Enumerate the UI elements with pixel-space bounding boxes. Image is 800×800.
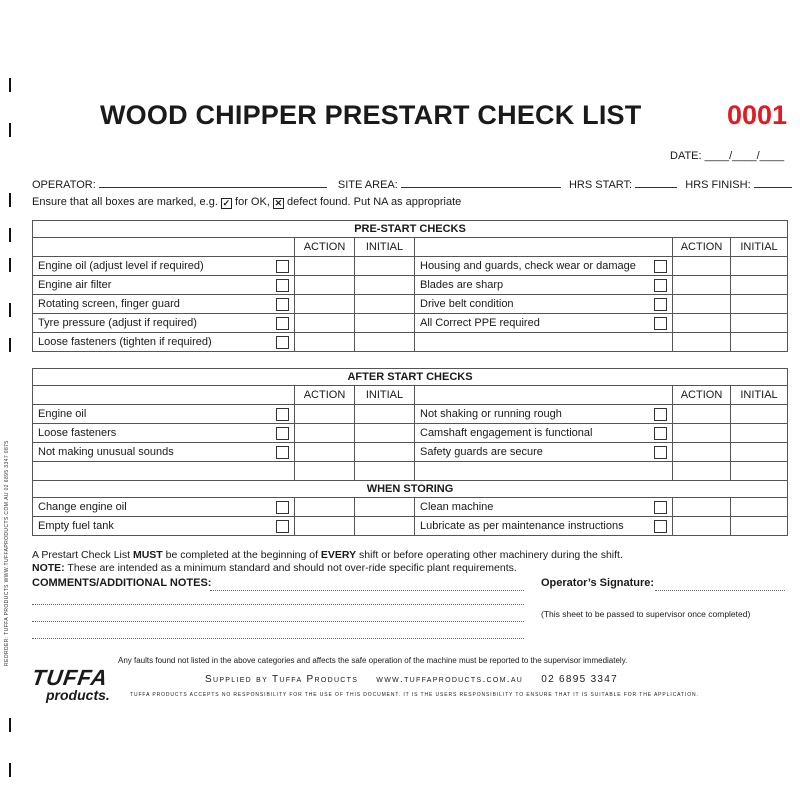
site-area-input[interactable] — [401, 177, 561, 188]
hrs-start-input[interactable] — [635, 177, 677, 188]
serial-number: 0001 — [727, 100, 788, 130]
perforation-mark — [9, 303, 11, 317]
site-area-label: SITE AREA: — [337, 179, 398, 191]
after-start-heading: AFTER START CHECKS — [33, 369, 788, 386]
action-col-header: ACTION — [673, 386, 731, 405]
operator-input[interactable] — [99, 177, 327, 188]
table-row — [33, 517, 788, 536]
initial-cell[interactable] — [355, 276, 415, 295]
perforation-mark — [9, 193, 11, 207]
table-row — [33, 462, 788, 481]
action-cell[interactable] — [295, 424, 355, 443]
table-row — [33, 276, 788, 295]
comments-label: COMMENTS/ADDITIONAL NOTES: — [32, 577, 212, 589]
check-item: Not making unusual sounds — [38, 445, 174, 458]
check-item: Change engine oil — [38, 500, 127, 513]
checkbox[interactable] — [276, 427, 289, 440]
blank-cell — [415, 386, 673, 405]
note-text: These are intended as a minimum standard and should not over-ride specific plant requirements. — [64, 562, 517, 574]
operator-label: OPERATOR: — [32, 179, 96, 191]
blank-cell — [415, 238, 673, 257]
tuffa-logo — [30, 665, 114, 703]
check-item: Lubricate as per maintenance instructions — [420, 519, 624, 532]
initial-cell[interactable] — [355, 443, 415, 462]
check-item: Clean machine — [420, 500, 494, 513]
initial-cell[interactable] — [355, 405, 415, 424]
note-line — [32, 562, 517, 574]
empty-item-cell[interactable] — [33, 462, 295, 481]
action-cell[interactable] — [295, 405, 355, 424]
note-label: NOTE: — [32, 562, 65, 574]
initial-col-header: INITIAL — [731, 238, 788, 257]
check-item: Engine oil — [38, 407, 87, 420]
check-item: Drive belt condition — [420, 297, 514, 310]
action-cell[interactable] — [295, 443, 355, 462]
checkbox[interactable] — [654, 520, 667, 533]
initial-cell[interactable] — [355, 424, 415, 443]
initial-cell[interactable] — [355, 295, 415, 314]
table-row — [33, 405, 788, 424]
prestart-notice — [32, 549, 623, 561]
signature-label: Operator’s Signature: — [541, 577, 655, 589]
initial-cell[interactable] — [355, 257, 415, 276]
action-cell[interactable] — [673, 443, 731, 462]
empty-item-cell[interactable] — [415, 462, 673, 481]
action-cell[interactable] — [295, 333, 355, 352]
action-cell[interactable] — [673, 314, 731, 333]
website-link[interactable]: www.tuffaproducts.com.au — [376, 674, 524, 685]
action-cell[interactable] — [673, 257, 731, 276]
checkbox[interactable] — [276, 298, 289, 311]
action-cell[interactable] — [295, 517, 355, 536]
hrs-start-label: HRS START: — [568, 179, 633, 191]
signature-line[interactable] — [655, 589, 785, 591]
action-col-header: ACTION — [295, 386, 355, 405]
blank-cell — [33, 386, 295, 405]
instruction-prefix: Ensure that all boxes are marked, e.g. — [32, 196, 218, 208]
initial-cell[interactable] — [731, 462, 788, 481]
action-col-header: ACTION — [295, 238, 355, 257]
initial-cell[interactable] — [731, 517, 788, 536]
initial-cell[interactable] — [731, 314, 788, 333]
action-cell[interactable] — [673, 517, 731, 536]
supplied-by: Supplied by Tuffa Products — [205, 674, 359, 685]
perforation-mark — [9, 123, 11, 137]
faults-note: Any faults found not listed in the above categories and affects the safe operation of the machine must be reported to the supervisor immediately. — [118, 656, 628, 665]
notice-must: MUST — [132, 549, 163, 561]
action-cell[interactable] — [673, 462, 731, 481]
notice-text: shift or before operating other machinery during the shift. — [356, 549, 623, 561]
action-cell[interactable] — [295, 257, 355, 276]
check-item: Engine oil (adjust level if required) — [38, 259, 204, 272]
page-title: WOOD CHIPPER PRESTART CHECK LIST — [100, 100, 642, 130]
check-item: Engine air filter — [38, 278, 112, 291]
action-cell[interactable] — [295, 498, 355, 517]
action-cell[interactable] — [673, 498, 731, 517]
instruction-line — [32, 196, 461, 208]
comments-line[interactable] — [32, 620, 524, 622]
table-row — [33, 424, 788, 443]
checkbox[interactable] — [276, 520, 289, 533]
comments-line[interactable] — [32, 637, 524, 639]
action-cell[interactable] — [673, 276, 731, 295]
check-item: All Correct PPE required — [420, 316, 540, 329]
table-row — [33, 257, 788, 276]
checkbox[interactable] — [654, 501, 667, 514]
initial-cell[interactable] — [355, 517, 415, 536]
checkbox[interactable] — [654, 260, 667, 273]
table-row — [33, 443, 788, 462]
initial-cell[interactable] — [731, 443, 788, 462]
action-col-header: ACTION — [673, 238, 731, 257]
initial-cell[interactable] — [731, 333, 788, 352]
pre-start-heading: PRE-START CHECKS — [33, 221, 788, 238]
initial-cell[interactable] — [355, 333, 415, 352]
checkbox[interactable] — [654, 317, 667, 330]
date-field[interactable]: DATE: ____/____/____ — [670, 150, 785, 162]
perforation-mark — [9, 258, 11, 272]
check-item: Camshaft engagement is functional — [420, 426, 593, 439]
instruction-defect: defect found. Put NA as appropriate — [286, 196, 462, 208]
initial-cell[interactable] — [731, 276, 788, 295]
checkbox[interactable] — [276, 446, 289, 459]
logo-line1: TUFFA — [30, 665, 110, 690]
initial-cell[interactable] — [731, 295, 788, 314]
reorder-side-text: REORDER: TUFFA PRODUCTS WWW.TUFFAPRODUCTS.COM.AU 02 6895 3347 0875 — [4, 440, 10, 666]
comments-line[interactable] — [32, 603, 524, 605]
initial-cell[interactable] — [355, 462, 415, 481]
initial-col-header: INITIAL — [731, 386, 788, 405]
ok-checkbox-example-icon: ✓ — [222, 198, 231, 208]
checkbox[interactable] — [654, 408, 667, 421]
empty-item-cell[interactable] — [415, 333, 673, 352]
check-item: Housing and guards, check wear or damage — [420, 259, 636, 272]
hrs-finish-input[interactable] — [754, 177, 792, 188]
action-cell[interactable] — [673, 295, 731, 314]
checkbox[interactable] — [654, 427, 667, 440]
check-item: Blades are sharp — [420, 278, 504, 291]
action-cell[interactable] — [295, 295, 355, 314]
initial-col-header: INITIAL — [355, 386, 415, 405]
defect-checkbox-example-icon: ✕ — [274, 198, 283, 208]
check-item: Safety guards are secure — [420, 445, 543, 458]
checkbox[interactable] — [276, 336, 289, 349]
initial-col-header: INITIAL — [355, 238, 415, 257]
logo-line2: products. — [46, 687, 110, 703]
check-item: Rotating screen, finger guard — [38, 297, 180, 310]
initial-cell[interactable] — [355, 314, 415, 333]
after-start-table — [32, 368, 788, 536]
perforation-mark — [9, 228, 11, 242]
action-cell[interactable] — [673, 405, 731, 424]
notice-every: EVERY — [320, 549, 357, 561]
perforation-mark — [9, 78, 11, 92]
action-cell[interactable] — [673, 424, 731, 443]
action-cell[interactable] — [295, 314, 355, 333]
notice-text: be completed at the beginning of — [162, 549, 321, 561]
perforation-mark — [9, 718, 11, 732]
initial-cell[interactable] — [355, 498, 415, 517]
comments-line[interactable] — [210, 589, 524, 591]
checkbox[interactable] — [276, 317, 289, 330]
action-cell[interactable] — [673, 333, 731, 352]
initial-cell[interactable] — [731, 498, 788, 517]
initial-cell[interactable] — [731, 424, 788, 443]
hrs-finish-label: HRS FINISH: — [685, 179, 751, 191]
perforation-mark — [9, 763, 11, 777]
phone-number: 02 6895 3347 — [541, 674, 619, 685]
initial-cell[interactable] — [731, 405, 788, 424]
instruction-ok: for OK, — [235, 196, 270, 208]
when-storing-heading: WHEN STORING — [33, 481, 788, 498]
checkbox[interactable] — [276, 279, 289, 292]
check-item: Not shaking or running rough — [420, 407, 562, 420]
check-item: Loose fasteners — [38, 426, 117, 439]
checkbox[interactable] — [276, 501, 289, 514]
initial-cell[interactable] — [731, 257, 788, 276]
checkbox[interactable] — [276, 408, 289, 421]
signature-note: (This sheet to be passed to supervisor once completed) — [541, 609, 751, 619]
check-item: Empty fuel tank — [38, 519, 114, 532]
table-row — [33, 295, 788, 314]
table-row — [33, 333, 788, 352]
check-item: Tyre pressure (adjust if required) — [38, 316, 197, 329]
footer-contact — [205, 674, 618, 685]
notice-text: A Prestart Check List — [32, 549, 133, 561]
checkbox[interactable] — [654, 279, 667, 292]
table-row — [33, 314, 788, 333]
action-cell[interactable] — [295, 462, 355, 481]
pre-start-table — [32, 220, 788, 352]
table-row — [33, 498, 788, 517]
check-item: Loose fasteners (tighten if required) — [38, 335, 212, 348]
perforation-mark — [9, 338, 11, 352]
checkbox[interactable] — [654, 298, 667, 311]
header-fields — [32, 177, 792, 191]
disclaimer: TUFFA PRODUCTS ACCEPTS NO RESPONSIBILITY FOR THE USE OF THIS DOCUMENT. IT IS THE USERS RESPONSIBILITY TO ENSURE THAT IT IS SUITABLE FOR THE APPLICATION. — [130, 692, 699, 698]
action-cell[interactable] — [295, 276, 355, 295]
blank-cell — [33, 238, 295, 257]
checkbox[interactable] — [654, 446, 667, 459]
checkbox[interactable] — [276, 260, 289, 273]
